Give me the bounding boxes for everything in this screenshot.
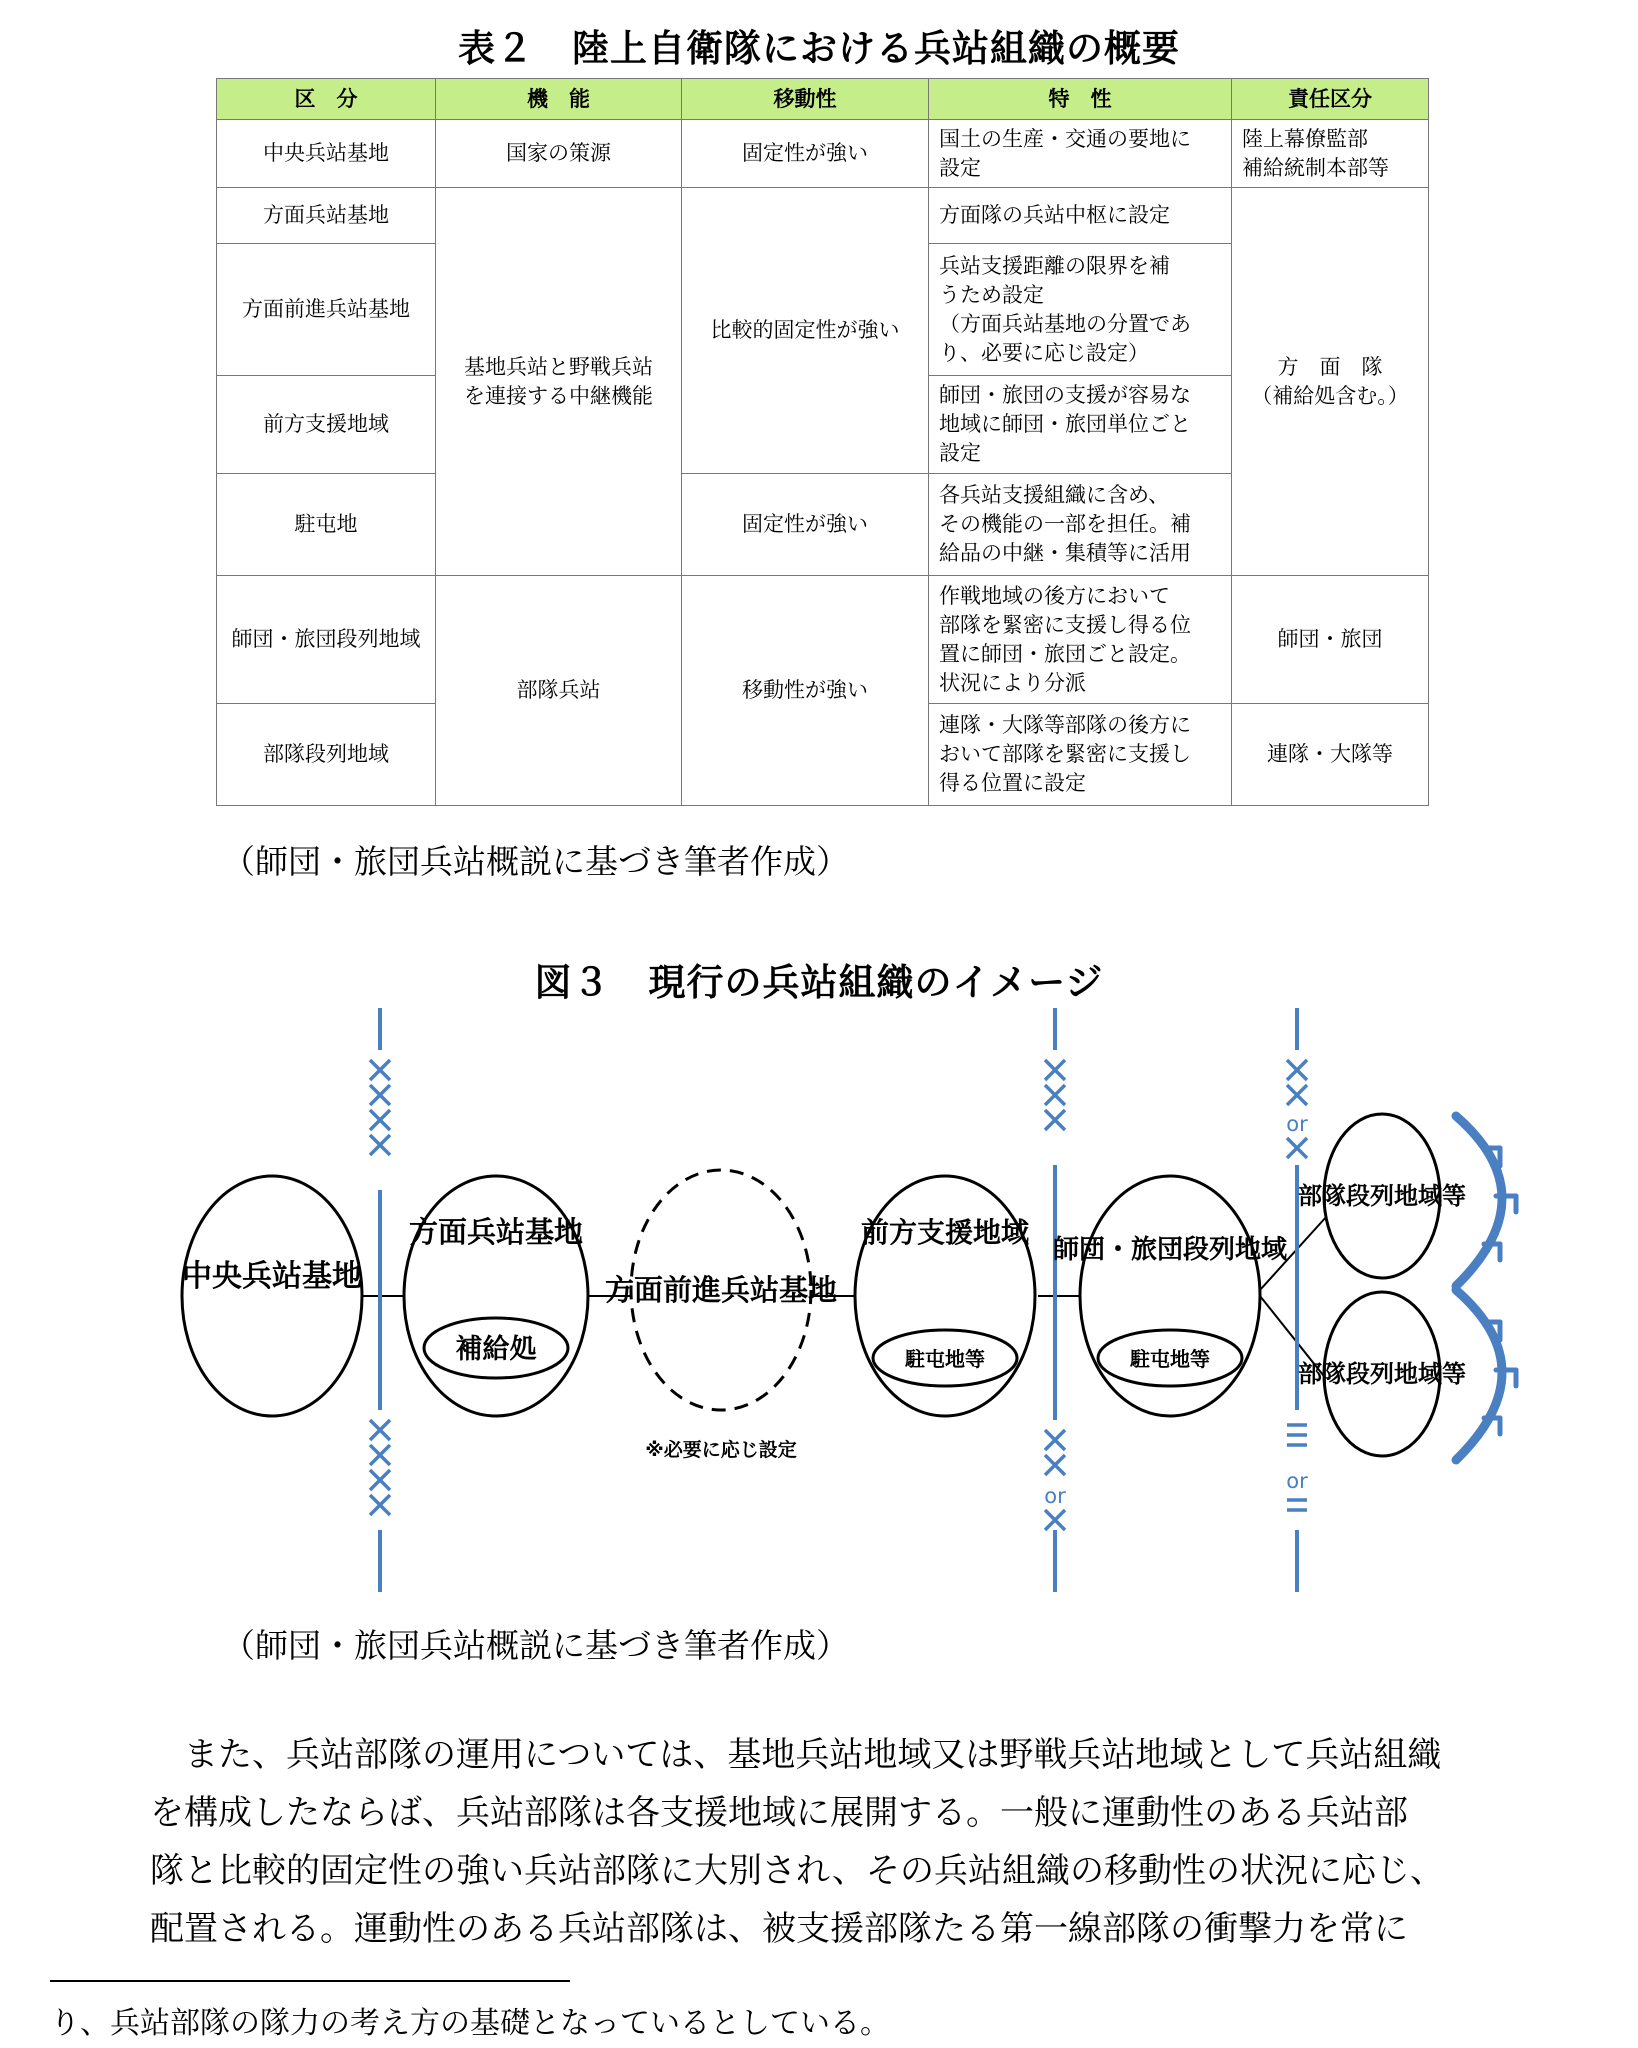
- table-row: [217, 576, 1429, 704]
- figure-title: 図３ 現行の兵站組織のイメージ: [534, 960, 1104, 1004]
- body-line: を構成したならば、兵站部隊は各支援地域に展開する。一般に運動性のある兵站部: [150, 1793, 1408, 1833]
- cell-tokusei: 兵站支援距離の限界を補 うため設定 （方面兵站基地の分置であ り、必要に応じ設定）: [929, 244, 1232, 376]
- label-line: 中央兵站基地: [182, 1259, 362, 1294]
- forward-support-label: 前方支援地域: [860, 1216, 1030, 1249]
- header-sekinin: 責任区分: [1232, 79, 1429, 120]
- logistics-organization-diagram: [150, 990, 1530, 1610]
- cell-kinou: 国家の策源: [436, 120, 682, 188]
- unit-trains-label-1: 部隊段列地域等: [1298, 1182, 1466, 1210]
- cell-kubun: 部隊段列地域: [217, 704, 436, 806]
- forward-base-label: 方面前進兵站基地: [604, 1273, 838, 1307]
- header-kubun: 区 分: [217, 79, 436, 120]
- cell-sekinin: 連隊・大隊等: [1232, 704, 1429, 806]
- garrison-label-1: 駐屯地等: [905, 1347, 985, 1371]
- table-title: 表２ 陸上自衛隊における兵站組織の概要: [458, 26, 1180, 70]
- header-kinou: 機 能: [436, 79, 682, 120]
- cell-tokusei: 各兵站支援組織に含め、 その機能の一部を担任。補 給品の中継・集積等に活用: [929, 474, 1232, 576]
- unit-trains-label-2: 部隊段列地域等: [1298, 1360, 1466, 1388]
- cell-idou-mobile: 移動性が強い: [682, 576, 929, 806]
- cell-kinou-relay: 基地兵站と野戦兵站 を連接する中継機能: [436, 188, 682, 576]
- body-paragraph: [150, 1726, 1630, 1958]
- table-header-row: [217, 79, 1429, 120]
- army-base-node: [404, 1176, 588, 1416]
- cell-tokusei: 方面隊の兵站中枢に設定: [929, 188, 1232, 244]
- optional-note: ※必要に応じ設定: [645, 1439, 797, 1461]
- header-idou: 移動性: [682, 79, 929, 120]
- cell-kubun: 中央兵站基地: [217, 120, 436, 188]
- body-line: 配置される。運動性のある兵站部隊は、被支援部隊たる第一線部隊の衝撃力を常に: [150, 1909, 1408, 1949]
- cell-kinou-unit: 部隊兵站: [436, 576, 682, 806]
- cell-idou: 固定性が強い: [682, 120, 929, 188]
- depot-label: 補給処: [455, 1334, 537, 1365]
- cell-tokusei: 国土の生産・交通の要地に 設定: [929, 120, 1232, 188]
- division-trains-label: 師団・旅団段列地域: [1052, 1235, 1288, 1265]
- boundary-line-1: [370, 1008, 390, 1592]
- body-line: 隊と比較的固定性の強い兵站部隊に大別され、その兵站組織の移動性の状況に応じ、: [150, 1851, 1445, 1891]
- cell-sekinin: 師団・旅団: [1232, 576, 1429, 704]
- footnote-divider: [50, 1980, 570, 1982]
- army-base-label: 方面兵站基地: [408, 1215, 584, 1249]
- figure-source-note: （師団・旅団兵站概説に基づき筆者作成）: [222, 1626, 849, 1665]
- table-row: [217, 188, 1429, 244]
- cell-idou-relative: 比較的固定性が強い: [682, 188, 929, 474]
- or-label: or: [1044, 1484, 1066, 1508]
- boundary-line-3: [1287, 1008, 1307, 1592]
- logistics-organization-table: [216, 78, 1429, 806]
- cell-kubun: 前方支援地域: [217, 376, 436, 474]
- body-line: また、兵站部隊の運用については、基地兵站地域又は野戦兵站地域として兵站組織: [150, 1735, 1442, 1775]
- cell-tokusei: 師団・旅団の支援が容易な 地域に師団・旅団単位ごと 設定: [929, 376, 1232, 474]
- or-label: or: [1286, 1112, 1308, 1136]
- central-base-node: [182, 1176, 362, 1416]
- cell-kubun: 方面前進兵站基地: [217, 244, 436, 376]
- footnote-text: り、兵站部隊の隊力の考え方の基礎となっているとしている。: [50, 2006, 890, 2041]
- table-row: [217, 120, 1429, 188]
- cell-tokusei: 作戦地域の後方において 部隊を緊密に支援し得る位 置に師団・旅団ごと設定。 状況により分派: [929, 576, 1232, 704]
- central-base-label: [182, 1259, 362, 1294]
- cell-kubun: 駐屯地: [217, 474, 436, 576]
- cell-idou: 固定性が強い: [682, 474, 929, 576]
- cell-sekinin-army: 方 面 隊 （補給処含む。）: [1232, 188, 1429, 576]
- header-tokusei: 特 性: [929, 79, 1232, 120]
- cell-kubun: 師団・旅団段列地域: [217, 576, 436, 704]
- cell-tokusei: 連隊・大隊等部隊の後方に おいて部隊を緊密に支援し 得る位置に設定: [929, 704, 1232, 806]
- cell-sekinin: 陸上幕僚監部 補給統制本部等: [1232, 120, 1429, 188]
- cell-kubun: 方面兵站基地: [217, 188, 436, 244]
- or-label: or: [1286, 1469, 1308, 1493]
- garrison-label-2: 駐屯地等: [1130, 1347, 1210, 1371]
- table-source-note: （師団・旅団兵站概説に基づき筆者作成）: [222, 842, 849, 881]
